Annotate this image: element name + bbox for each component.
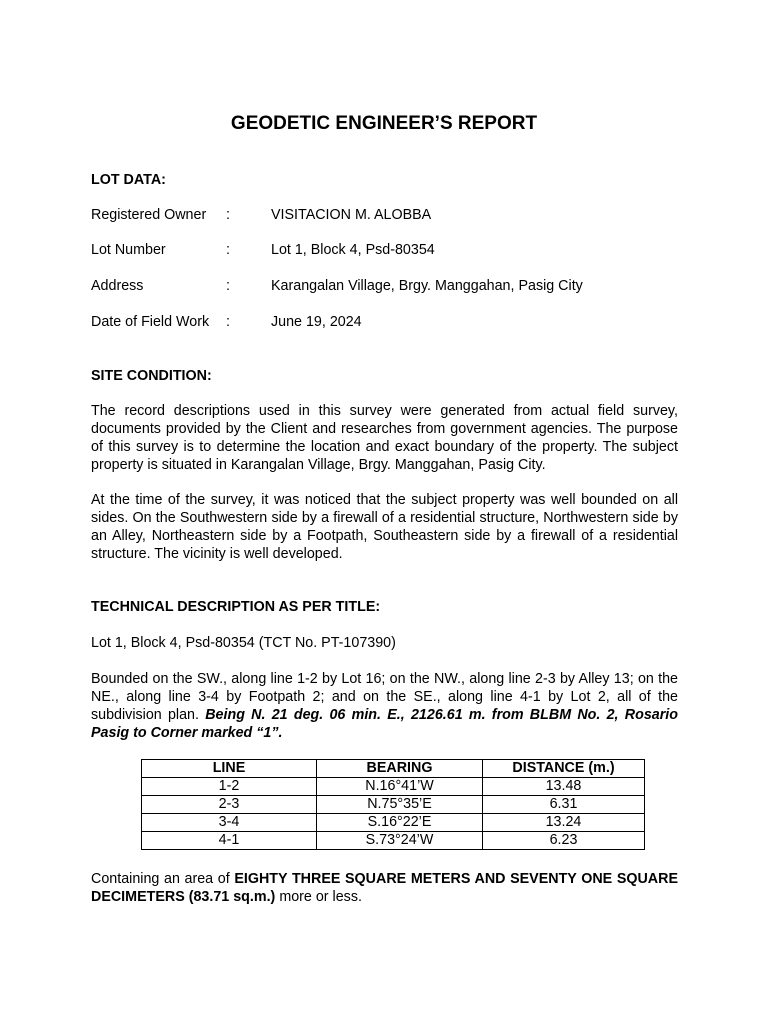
lot-data-value: VISITACION M. ALOBBA <box>271 207 432 223</box>
table-cell-distance: 13.48 <box>483 778 645 796</box>
table-row <box>142 814 645 832</box>
site-condition-paragraph: The record descriptions used in this survey were generated from actual field survey, documents provided by the Client and researches from government agencies. The purpose of this survey is to determine the location and exact boundary of the property. The subject property is situated in Karangalan Village, Brgy. Manggahan, Pasig City. <box>91 403 678 473</box>
lot-data-colon: : <box>226 278 230 294</box>
lot-data-value: June 19, 2024 <box>271 314 362 330</box>
table-cell-bearing: N.75°35’E <box>317 796 483 814</box>
table-cell-line: 3-4 <box>142 814 317 832</box>
table-cell-distance: 6.31 <box>483 796 645 814</box>
lot-data-heading: LOT DATA: <box>91 172 166 188</box>
table-header-row <box>142 760 645 778</box>
column-header-line: LINE <box>142 760 317 778</box>
lot-data-colon: : <box>226 207 230 223</box>
lot-identification: Lot 1, Block 4, Psd-80354 (TCT No. PT-107390) <box>91 635 396 651</box>
table-cell-bearing: S.16°22’E <box>317 814 483 832</box>
table-row <box>142 778 645 796</box>
boundary-text: Bounded on the SW., along line 1-2 by Lot 16; on the NW., along line 2-3 by Alley 13; on the NE., along line 3-4 by Footpath 2; and on the SE., along line 4-1 by Lot 2, all of the subdivision plan. <box>91 671 678 723</box>
area-value: EIGHTY THREE SQUARE METERS AND SEVENTY ONE SQUARE DECIMETERS (83.71 sq.m.) <box>91 871 678 905</box>
table-cell-bearing: S.73°24’W <box>317 832 483 850</box>
area-suffix: more or less. <box>279 889 362 905</box>
tie-line-text: Being N. 21 deg. 06 min. E., 2126.61 m. from BLBM No. 2, Rosario Pasig to Corner marked “1”. <box>91 707 678 741</box>
table-cell-distance: 6.23 <box>483 832 645 850</box>
column-header-distance: DISTANCE (m.) <box>483 760 645 778</box>
area-statement <box>91 870 678 906</box>
table-cell-bearing: N.16°41’W <box>317 778 483 796</box>
table-cell-distance: 13.24 <box>483 814 645 832</box>
site-condition-heading: SITE CONDITION: <box>91 368 212 384</box>
column-header-bearing: BEARING <box>317 760 483 778</box>
lot-data-colon: : <box>226 242 230 258</box>
lot-data-label: Address <box>91 278 144 294</box>
technical-description-table <box>141 759 645 850</box>
lot-data-label: Registered Owner <box>91 207 207 223</box>
lot-data-label: Lot Number <box>91 242 166 258</box>
lot-data-label: Date of Field Work <box>91 314 210 330</box>
lot-data-value: Lot 1, Block 4, Psd-80354 <box>271 242 435 258</box>
table-cell-line: 1-2 <box>142 778 317 796</box>
table-cell-line: 2-3 <box>142 796 317 814</box>
boundary-description <box>91 670 678 742</box>
site-condition-paragraph: At the time of the survey, it was noticed that the subject property was well bounded on all sides. On the Southwestern side by a firewall of a residential structure, Northwestern side by an Alley, Northeastern side by a Footpath, Southeastern side by a firewall of a residential structure. The vicinity is well developed. <box>91 492 678 562</box>
lot-data-colon: : <box>226 314 230 330</box>
report-title: GEODETIC ENGINEER’S REPORT <box>230 113 538 134</box>
lot-data-value: Karangalan Village, Brgy. Manggahan, Pasig City <box>271 278 583 294</box>
area-prefix: Containing an area of <box>91 871 230 887</box>
table-row <box>142 832 645 850</box>
technical-description-heading: TECHNICAL DESCRIPTION AS PER TITLE: <box>91 599 381 615</box>
table-cell-line: 4-1 <box>142 832 317 850</box>
table-row <box>142 796 645 814</box>
